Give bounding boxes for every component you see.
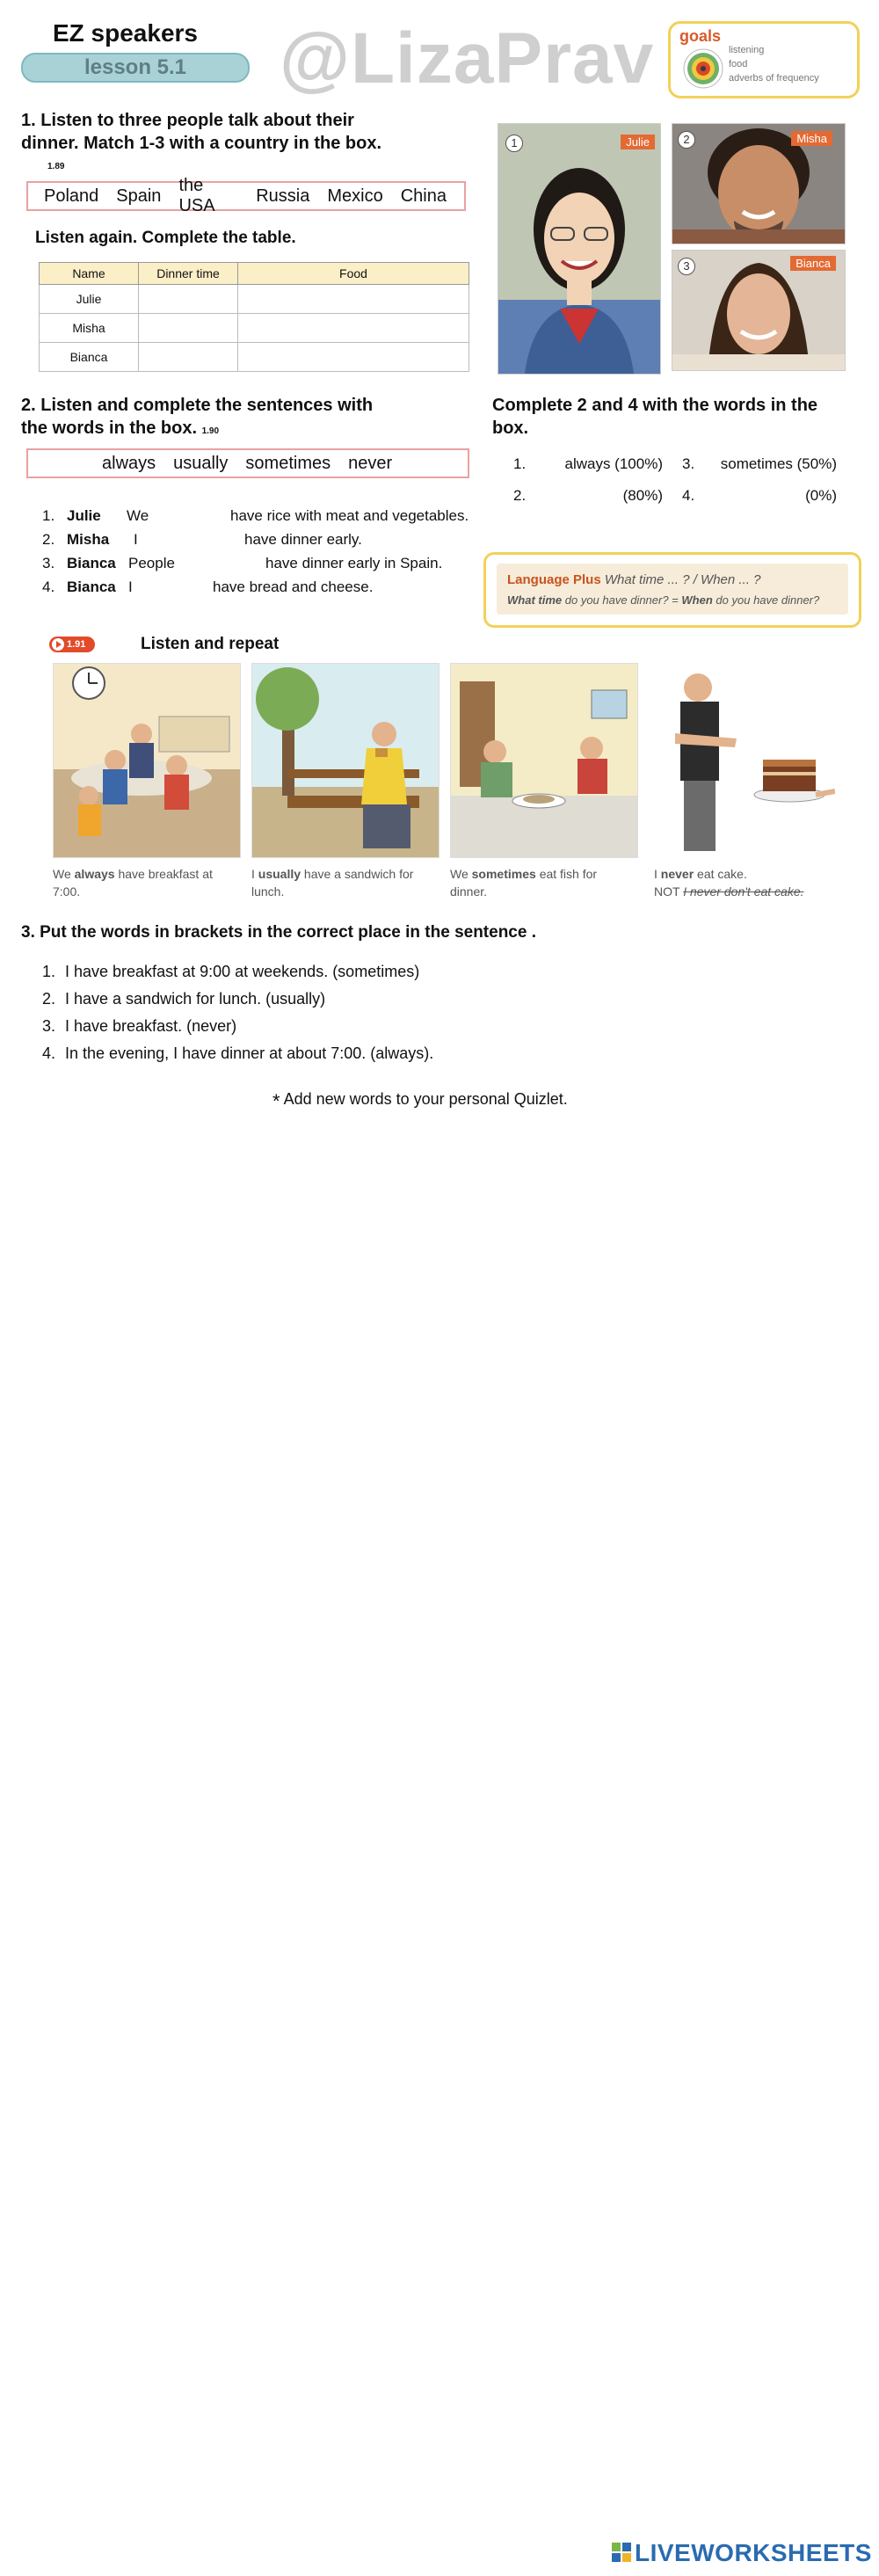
brand-title: EZ speakers bbox=[53, 19, 198, 47]
audio-play-button[interactable] bbox=[49, 637, 95, 652]
country-word-box bbox=[26, 176, 466, 215]
sentence-start: We bbox=[127, 507, 149, 524]
track-number: 1.90 bbox=[201, 426, 220, 436]
photo-name-tag: Bianca bbox=[790, 256, 836, 271]
photo-julie bbox=[498, 123, 661, 375]
caption-text: We bbox=[450, 867, 469, 881]
dinner-time-cell[interactable] bbox=[139, 314, 238, 343]
cake-illustration bbox=[649, 663, 835, 856]
lp-bold: When bbox=[681, 593, 713, 607]
percent-number: 2. bbox=[513, 487, 527, 504]
country-word: the USA bbox=[178, 176, 215, 215]
dinner-table bbox=[39, 262, 469, 372]
language-plus-box bbox=[483, 552, 861, 628]
scene-fish bbox=[450, 663, 638, 858]
ex3-number: 2. bbox=[42, 990, 56, 1008]
scene-sandwich bbox=[251, 663, 440, 858]
country-word: Poland bbox=[44, 186, 99, 206]
scene-cake bbox=[649, 663, 835, 856]
breakfast-illustration bbox=[54, 664, 240, 857]
caption-text: eat fish for dinner. bbox=[450, 867, 598, 899]
liveworksheets-logo[interactable]: LIVEWORKSHEETS bbox=[635, 2539, 872, 2566]
ex2-title bbox=[21, 394, 373, 443]
complete-title-line: Complete 2 and 4 with the words in the bbox=[492, 396, 818, 415]
ex3-item bbox=[42, 986, 657, 1013]
ex3-number: 4. bbox=[42, 1044, 56, 1062]
language-plus-panel bbox=[497, 564, 848, 615]
ex2-title-line: 2. Listen and complete the sentences with bbox=[21, 396, 374, 415]
country-word: Spain bbox=[116, 186, 162, 206]
ex3-text: I have a sandwich for lunch. (usually) bbox=[65, 990, 326, 1008]
caption-adverb: never bbox=[660, 867, 694, 881]
percent-number: 1. bbox=[513, 455, 527, 472]
sentence-start: People bbox=[128, 555, 175, 571]
ex1-subtitle: Listen again. Complete the table. bbox=[35, 229, 296, 247]
language-plus-label: Language Plus bbox=[507, 572, 601, 587]
asterisk: * bbox=[272, 1090, 280, 1112]
percent-label: always (100%) bbox=[564, 455, 663, 472]
caption-text: eat cake. bbox=[697, 867, 747, 881]
adverb-word: sometimes bbox=[245, 453, 331, 473]
sentence-number: 1. bbox=[42, 507, 55, 524]
table-header: Name bbox=[40, 263, 139, 285]
ex3-text: I have breakfast at 9:00 at weekends. (sometimes) bbox=[65, 963, 420, 980]
food-cell[interactable] bbox=[238, 285, 469, 314]
photo-number: 2 bbox=[678, 131, 695, 149]
table-header: Food bbox=[238, 263, 469, 285]
food-cell[interactable] bbox=[238, 343, 469, 372]
caption-text: I bbox=[251, 867, 255, 881]
goals-item: food bbox=[729, 59, 748, 69]
ex2-sentences bbox=[42, 504, 490, 599]
photo-misha bbox=[672, 123, 846, 244]
percent-label: sometimes (50%) bbox=[720, 455, 837, 472]
ex3-title: 3. Put the words in brackets in the correct place in the sentence . bbox=[21, 923, 537, 942]
caption-text: I bbox=[654, 867, 657, 881]
photo-bianca bbox=[672, 250, 846, 371]
complete-title bbox=[492, 394, 817, 440]
ex1-title-line: 1. Listen to three people talk about their bbox=[21, 111, 354, 130]
percent-label: (0%) bbox=[805, 487, 837, 504]
target-icon bbox=[683, 48, 723, 89]
ex3-number: 3. bbox=[42, 1017, 56, 1035]
language-plus-question: What time ... ? / When ... ? bbox=[604, 572, 761, 587]
lp-bold: What time bbox=[507, 593, 563, 607]
photo-name-tag: Julie bbox=[621, 135, 655, 149]
ex3-item bbox=[42, 1040, 657, 1067]
sentence-end: have bread and cheese. bbox=[213, 579, 374, 595]
ex1-title bbox=[21, 109, 381, 155]
sentence-name: Bianca bbox=[67, 579, 116, 595]
table-name-cell: Misha bbox=[40, 314, 139, 343]
caption-wrong-example: I never don't eat cake. bbox=[683, 884, 804, 899]
sentence-number: 4. bbox=[42, 579, 55, 595]
sentence-row bbox=[42, 575, 490, 599]
liveworksheets-logo-icon bbox=[612, 2543, 631, 2562]
dinner-time-cell[interactable] bbox=[139, 343, 238, 372]
ex3-text: I have breakfast. (never) bbox=[65, 1017, 237, 1035]
percent-list bbox=[513, 455, 839, 519]
sentence-start: I bbox=[134, 531, 138, 548]
photo-name-tag: Misha bbox=[791, 131, 832, 146]
ex1-title-line: dinner. Match 1-3 with a country in the box. bbox=[21, 134, 382, 153]
goals-item: listening bbox=[729, 45, 765, 55]
sentence-row bbox=[42, 551, 490, 575]
sandwich-illustration bbox=[252, 664, 439, 857]
ex3-list bbox=[42, 958, 657, 1067]
ex2-title-text: the words in the box. bbox=[21, 418, 198, 438]
goals-item: adverbs of frequency bbox=[729, 73, 819, 84]
adverb-word: usually bbox=[173, 453, 229, 473]
percent-label: (80%) bbox=[622, 487, 663, 504]
country-word: Mexico bbox=[327, 186, 383, 206]
table-name-cell: Bianca bbox=[40, 343, 139, 372]
sentence-start: I bbox=[128, 579, 133, 595]
ex3-number: 1. bbox=[42, 963, 56, 980]
ex3-text: In the evening, I have dinner at about 7:00. (always). bbox=[65, 1044, 434, 1062]
caption-sometimes bbox=[450, 865, 626, 900]
caption-adverb: sometimes bbox=[471, 867, 536, 881]
sentence-end: have dinner early in Spain. bbox=[265, 555, 443, 571]
adverb-word-box bbox=[26, 448, 469, 478]
table-name-cell: Julie bbox=[40, 285, 139, 314]
complete-title-line: box. bbox=[492, 418, 529, 438]
country-word: China bbox=[400, 186, 447, 206]
ex2-title-line bbox=[21, 417, 373, 443]
photo-number: 1 bbox=[505, 135, 523, 152]
caption-always bbox=[53, 865, 239, 900]
repeat-title: Listen and repeat bbox=[141, 635, 280, 653]
caption-text: have a sandwich for lunch. bbox=[251, 867, 414, 899]
sentence-row bbox=[42, 528, 490, 551]
table-row bbox=[40, 314, 469, 343]
percent-number: 3. bbox=[682, 455, 695, 472]
photo-number: 3 bbox=[678, 258, 695, 275]
track-number: 1.89 bbox=[47, 162, 65, 171]
caption-text: We bbox=[53, 867, 71, 881]
lp-text: do you have dinner? bbox=[716, 593, 820, 607]
fish-dinner-illustration bbox=[451, 664, 637, 857]
sentence-number: 3. bbox=[42, 555, 55, 571]
caption-text: have breakfast at 7:00. bbox=[53, 867, 213, 899]
adverb-word: always bbox=[102, 453, 156, 473]
table-header: Dinner time bbox=[139, 263, 238, 285]
ex3-item bbox=[42, 958, 657, 986]
caption-never bbox=[654, 865, 839, 900]
sentence-end: have rice with meat and vegetables. bbox=[230, 507, 469, 524]
adverb-word: never bbox=[348, 453, 393, 473]
sentence-name: Julie bbox=[67, 507, 101, 524]
caption-adverb: always bbox=[74, 867, 115, 881]
play-icon bbox=[52, 638, 64, 651]
scene-breakfast bbox=[53, 663, 241, 858]
caption-usually bbox=[251, 865, 438, 900]
julie-portrait bbox=[498, 124, 660, 374]
table-row bbox=[40, 343, 469, 372]
lesson-badge: lesson 5.1 bbox=[21, 53, 250, 83]
sentence-end: have dinner early. bbox=[244, 531, 362, 548]
percent-number: 4. bbox=[682, 487, 695, 504]
goals-title: goals bbox=[679, 27, 722, 45]
table-row bbox=[40, 285, 469, 314]
quizlet-note bbox=[272, 1090, 568, 1113]
sentence-row bbox=[42, 504, 490, 528]
sentence-name: Misha bbox=[67, 531, 110, 548]
ex3-item bbox=[42, 1013, 657, 1040]
sentence-name: Bianca bbox=[67, 555, 116, 571]
dinner-time-cell[interactable] bbox=[139, 285, 238, 314]
lp-text: do you have dinner? = bbox=[564, 593, 679, 607]
caption-not-label: NOT bbox=[654, 884, 680, 899]
goals-box bbox=[668, 21, 860, 98]
country-word: Russia bbox=[256, 186, 310, 206]
track-number: 1.91 bbox=[67, 639, 86, 650]
food-cell[interactable] bbox=[238, 314, 469, 343]
sentence-number: 2. bbox=[42, 531, 55, 548]
caption-adverb: usually bbox=[258, 867, 301, 881]
watermark: @LizaPrav bbox=[280, 18, 655, 98]
quizlet-note-text: Add new words to your personal Quizlet. bbox=[283, 1090, 568, 1108]
